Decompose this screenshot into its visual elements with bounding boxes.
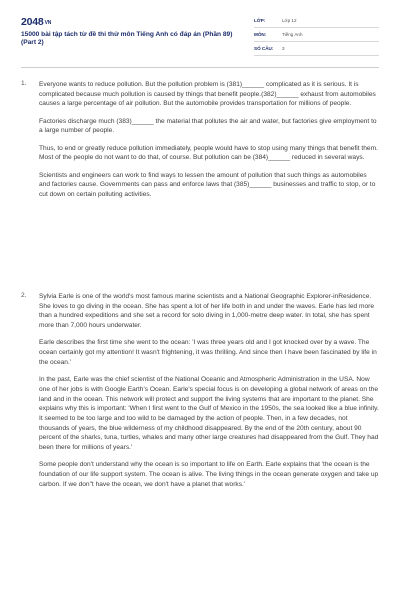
document-meta bbox=[254, 14, 379, 56]
question-number: 2. bbox=[21, 292, 27, 299]
meta-row-subject bbox=[254, 28, 379, 42]
meta-label: MÔN: bbox=[254, 32, 267, 37]
meta-label: SỐ CÂU: bbox=[254, 46, 274, 51]
meta-row-question-count bbox=[254, 42, 379, 56]
meta-value: Tiếng Anh bbox=[282, 32, 303, 37]
passage-paragraph: Sylvia Earle is one of the world's most famous marine scientists and a National Geographic Explorer-inResidence. She loves to go diving in the ocean. She has spent a lot of her life both in and under the waves. Earle has led more than a hundred expeditions and she set a record for solo diving in 1,000-metre deep water. In total, she has spent more than 7,000 hours underwater. bbox=[39, 293, 375, 330]
passage-paragraph: Some people don't understand why the ocean is so important to life on Earth. Earle explains that 'the ocean is the foundation of our life support system. The ocean is alive. The living things in the ocean generate oxygen and take up carbon. If we don"t have the ocean, we don't have a planet that works.' bbox=[39, 461, 379, 488]
passage-paragraph: Earle describes the first time she went to the ocean: 'I was three years old and I got knocked over by a wave. The ocean certainly got my attention! It wasn't frightening, it was thrilling. And since then I have been fascinated by life in the ocean.' bbox=[39, 339, 377, 366]
passage-paragraph: Everyone wants to reduce pollution. But the pollution problem is (381)______ complicated as it is serious. It is complicated because much pollution is caused by things that benefit people.(382)______ exhaust from automobiles causes a large percentage of air pollution. But the automobile provides transportation for millions of people. bbox=[39, 81, 376, 108]
question-passage bbox=[39, 292, 379, 497]
passage-paragraph: In the past, Earle was the chief scientist of the National Oceanic and Atmospheric Administration in the USA. Now one of her jobs is with Google Earth's Ocean. Earle's special focus is on developing a global network of areas on the land and in the ocean. This network will protect and support the living systems that are important to the planet. She explains why this is important: 'When I first went to the Gulf of Mexico in the 1950s, the sea looked like a blue infinity. It seemed to be too large and too wild to be damaged by the action of people. Then, in a few decades, not thousands of years, the blue wilderness of my childhood disappeared. By the end of the 20th century, about 90 percent of the sharks, tuna, turtles, whales and many other large creatures had disappeared from the Gulf. They had been there for millions of years.' bbox=[39, 376, 379, 452]
site-logo[interactable] bbox=[21, 16, 51, 28]
meta-value: 3 bbox=[282, 46, 285, 51]
meta-label: LỚP: bbox=[254, 18, 266, 23]
question-passage bbox=[39, 80, 379, 207]
header-divider bbox=[21, 67, 379, 68]
meta-value: Lớp 12 bbox=[282, 18, 297, 23]
logo-text: 2048 bbox=[21, 16, 44, 28]
document-header bbox=[0, 0, 400, 62]
passage-paragraph: Factories discharge much (383)______ the material that pollutes the air and water, but factories give employment to a large number of people. bbox=[39, 117, 377, 135]
document-title: 15000 bài tập tách từ đề thi thử môn Tiếng Anh có đáp án (Phần 89) (Part 2) bbox=[21, 31, 233, 47]
meta-row-class bbox=[254, 14, 379, 28]
question-number: 1. bbox=[21, 80, 27, 87]
passage-paragraph: Scientists and engineers can work to find ways to lessen the amount of pollution that such things as automobiles and factories cause. Governments can pass and enforce laws that (385)______ businesses and traffic to stop, or to cut down on certain polluting activities. bbox=[39, 171, 376, 199]
logo-suffix: VN bbox=[44, 20, 52, 26]
passage-paragraph: Thus, to end or greatly reduce pollution immediately, people would have to stop using many things that benefit them. Most of the people do not want to do that, of course. But pollution can be (384)______ reduced in several ways. bbox=[39, 144, 378, 162]
